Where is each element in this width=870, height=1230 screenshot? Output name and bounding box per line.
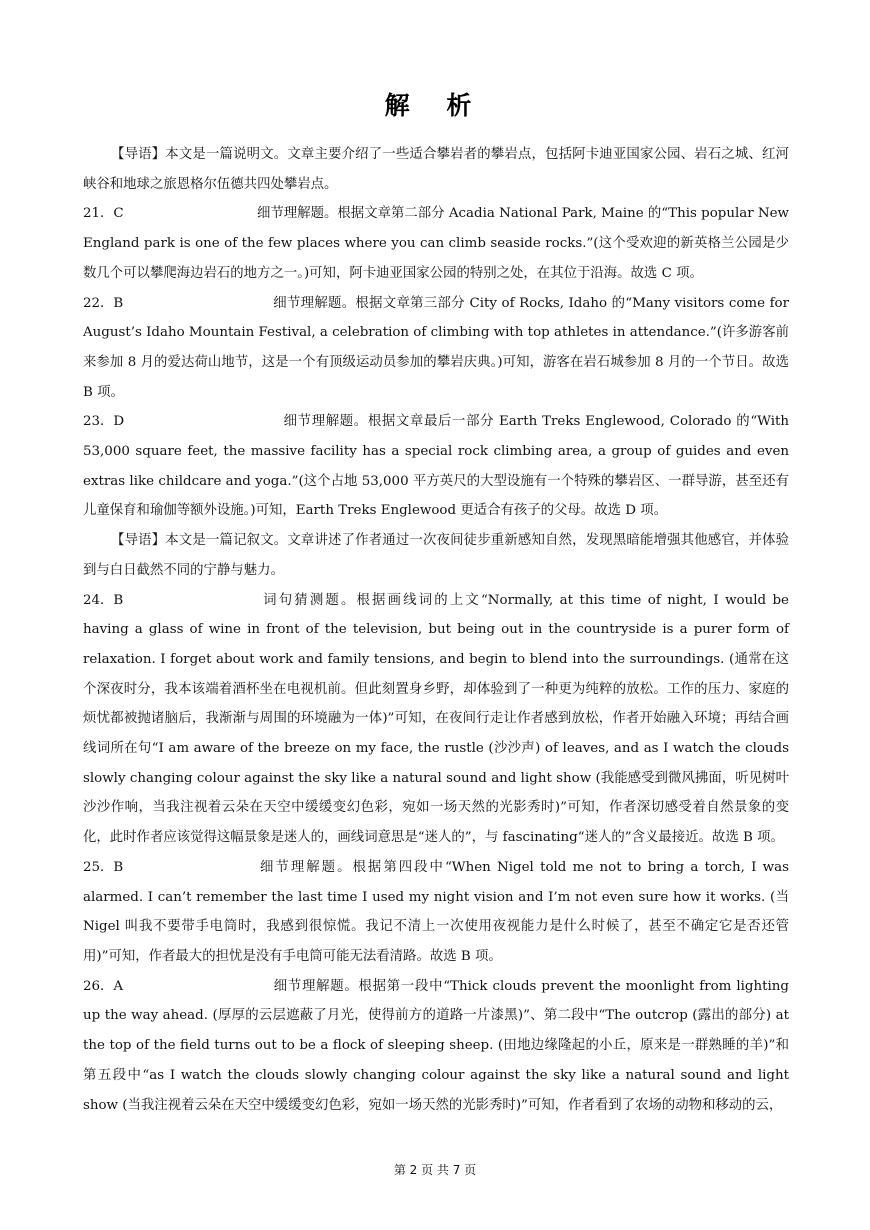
document-body [83,140,789,1120]
answer-24: 24．B [83,592,124,608]
explanation-25: 细节理解题。根据第四段中“When Nigel told me not to bring a torch, I was alarmed. I can’t remember the last time I used my night vision and I’m not even sure how it works. (当 Nigel 叫我不要带手电筒时，我感到很惊慌。我记不清上一次使用夜视能力是什么时候了，甚至不确定它是否还管用)”可知，作者最大的担忧是没有手电筒可能无法看清路。故选 B 项。 [83,859,789,964]
intro-passage-1: 【导语】本文是一篇说明文。文章主要介绍了一些适合攀岩者的攀岩点，包括阿卡迪亚国家公园、岩石之城、红河峡谷和地球之旅恩格尔伍德共四处攀岩点。 [83,147,789,192]
answer-26: 26．A [83,978,124,994]
explanation-23: 细节理解题。根据文章最后一部分 Earth Treks Englewood, Colorado 的“With 53,000 square feet, the massive facility has a special rock climbing area, a group of guides and even extras like childcare and yoga.”(这个占地 53,000 平方英尺的大型设施有一个特殊的攀岩区、一群导游，甚至还有儿童保育和瑜伽等额外设施。)可知，Earth Treks Englewood 更适合有孩子的父母。故选 D 项。 [83,414,789,519]
explanation-24: 词句猜测题。根据画线词的上文“Normally, at this time of night, I would be having a glass of wine in front of the television, but being out in the countryside is a purer form of relaxation. I forget about work and family tensions, and begin to blend into the surroundings. (通常在这个深夜时分，我本该端着酒杯坐在电视机前。但此刻置身乡野，却体验到了一种更为纯粹的放松。工作的压力、家庭的烦忧都被抛诸脑后，我渐渐与周围的环境融为一体)”可知，在夜间行走让作者感到放松，作者开始融入环境；再结合画线词所在句“I am aware of the breeze on my face, the rustle (沙沙声) of leaves, and as I watch the clouds slowly changing colour against the sky like a natural sound and light show (我能感受到微风拂面，听见树叶沙沙作响，当我注视着云朵在天空中缓缓变幻色彩，宛如一场天然的光影秀时)”可知，作者深切感受着自然景象的变化，此时作者应该觉得这幅景象是迷人的，画线词意思是“迷人的”，与 fascinating“迷人的”含义最接近。故选 B 项。 [83,592,789,846]
answer-21: 21．C [83,206,124,222]
question-21 [83,199,789,288]
page-title: 解 析 [384,91,486,120]
question-26 [83,972,789,1121]
question-24 [83,586,789,853]
page-footer: 第 2 页 共 7 页 [393,1163,477,1177]
question-25 [83,853,789,972]
answer-25: 25．B [83,859,124,875]
answer-22: 22．B [83,295,124,311]
explanation-21: 细节理解题。根据文章第二部分 Acadia National Park, Maine 的“This popular New England park is one of the few places where you can climb seaside rocks.”(这个受欢迎的新英格兰公园是少数几个可以攀爬海边岩石的地方之一。)可知，阿卡迪亚国家公园的特别之处，在其位于沿海。故选 C 项。 [83,206,789,281]
explanation-26: 细节理解题。根据第一段中“Thick clouds prevent the moonlight from lighting up the way ahead. (厚厚的云层遮蔽了月光，使得前方的道路一片漆黑)”、第二段中“The outcrop (露出的部分) at the top of the field turns out to be a flock of sleeping sheep. (田地边缘隆起的小丘，原来是一群熟睡的羊)”和第五段中“as I watch the clouds slowly changing colour against the sky like a natural sound and light show (当我注视着云朵在天空中缓缓变幻色彩，宛如一场天然的光影秀时)”可知，作者看到了农场的动物和移动的云， [83,978,789,1113]
intro-passage-2: 【导语】本文是一篇记叙文。文章讲述了作者通过一次夜间徒步重新感知自然，发现黑暗能增强其他感官，并体验到与白日截然不同的宁静与魅力。 [83,533,789,578]
question-23 [83,407,789,526]
explanation-22: 细节理解题。根据文章第三部分 City of Rocks, Idaho 的“Many visitors come for August’s Idaho Mountain Festival, a celebration of climbing with top athletes in attendance.”(许多游客前来参加 8 月的爱达荷山地节，这是一个有顶级运动员参加的攀岩庆典。)可知，游客在岩石城参加 8 月的一个节日。故选 B 项。 [83,295,789,400]
question-22 [83,289,789,408]
answer-23: 23．D [83,414,125,430]
